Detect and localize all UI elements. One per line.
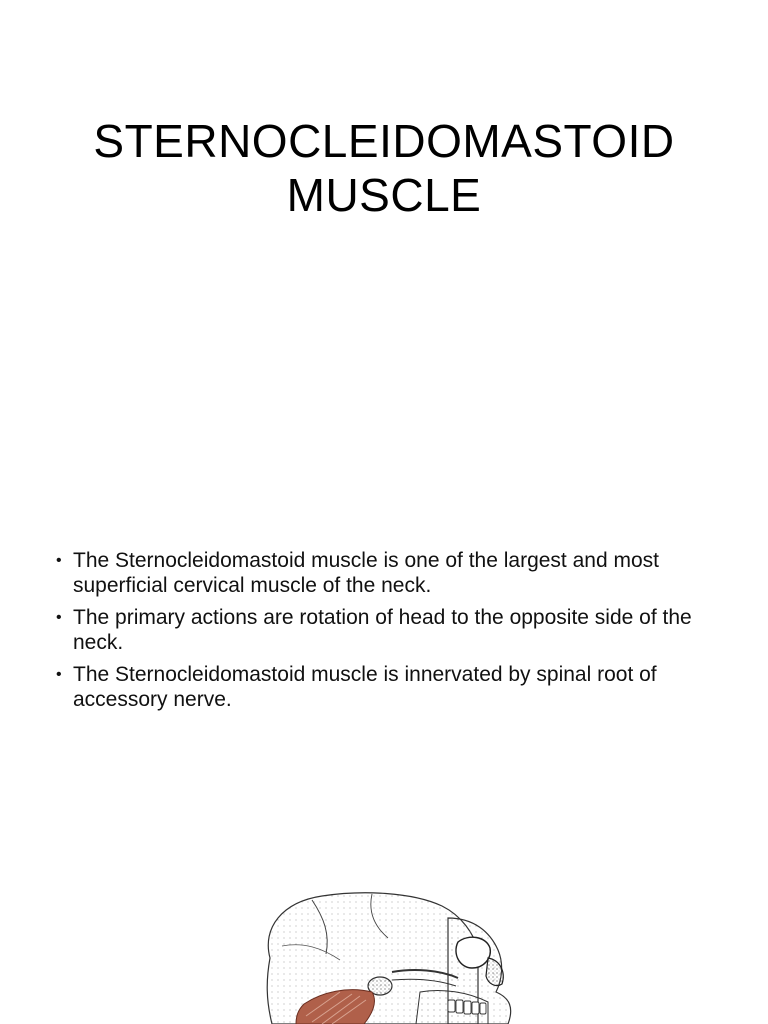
bullet-text: The primary actions are rotation of head to the opposite side of the neck.	[73, 606, 692, 654]
bullet-dot-icon: •	[56, 666, 62, 683]
bullet-text: The Sternocleidomastoid muscle is innervated by spinal root of accessory nerve.	[73, 663, 657, 711]
bullet-item	[56, 662, 716, 712]
bullet-item	[56, 548, 716, 598]
skull-illustration-icon	[252, 888, 532, 1024]
bullet-dot-icon: •	[56, 609, 62, 626]
bullet-text: The Sternocleidomastoid muscle is one of the largest and most superficial cervical muscle of the neck.	[73, 549, 659, 597]
bullet-item	[56, 605, 716, 655]
slide-title-line-2: MUSCLE	[286, 169, 482, 221]
bullet-list	[56, 548, 716, 719]
slide-title	[0, 114, 768, 222]
bullet-dot-icon: •	[56, 552, 62, 569]
slide-title-line-1: STERNOCLEIDOMASTOID	[93, 115, 675, 167]
